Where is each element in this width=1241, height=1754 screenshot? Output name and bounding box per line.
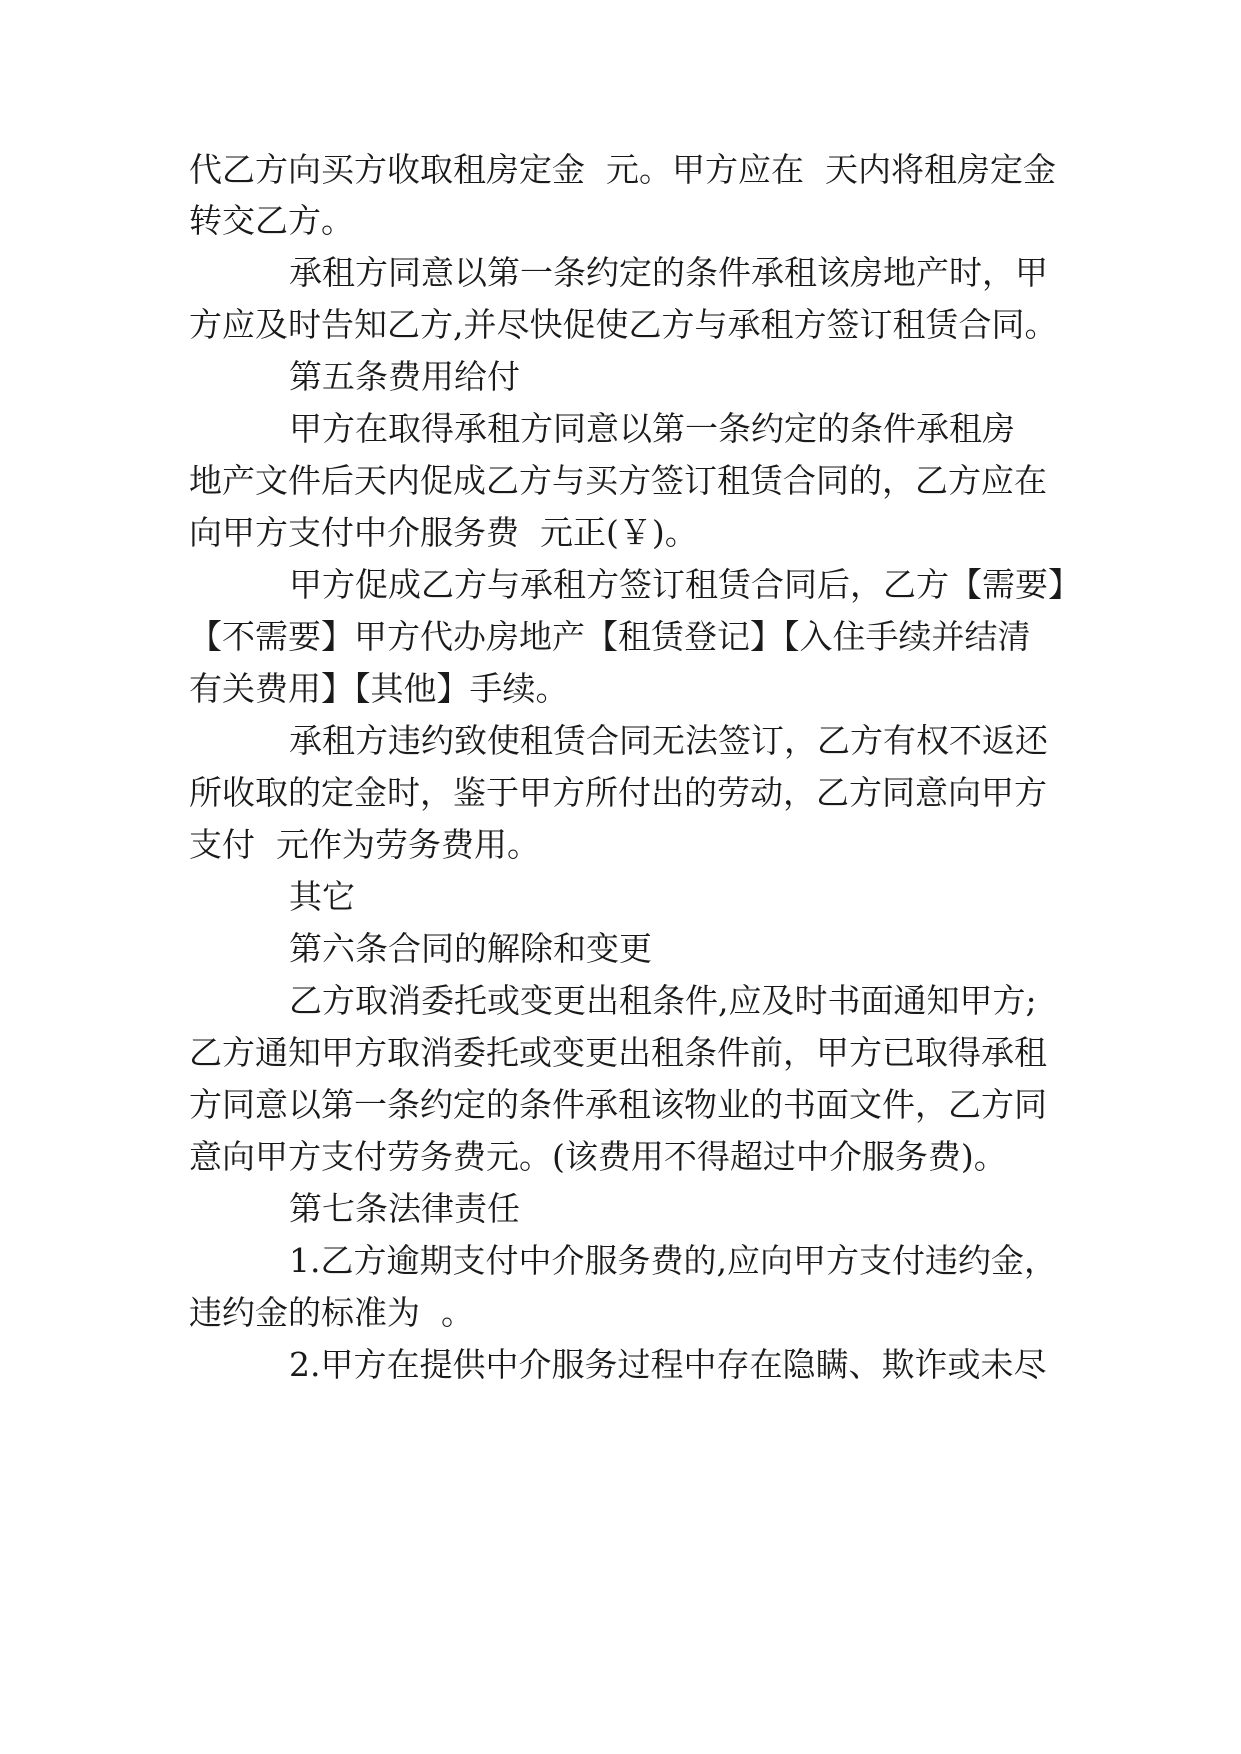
text-line: 甲方在取得承租方同意以第一条约定的条件承租房 — [289, 409, 1015, 448]
text-line: 违约金的标准为 。 — [189, 1293, 474, 1332]
text-line: 甲方促成乙方与承租方签订租赁合同后，乙方【需要】 — [289, 565, 1081, 604]
section-heading: 第五条费用给付 — [289, 357, 520, 396]
text-line: 向甲方支付中介服务费 元正(￥)。 — [189, 513, 698, 552]
section-heading: 第六条合同的解除和变更 — [289, 929, 652, 968]
text-line: 乙方取消委托或变更出租条件,应及时书面通知甲方; — [289, 981, 1037, 1020]
text-line: 【不需要】甲方代办房地产【租赁登记】【入住手续并结清 — [189, 617, 1031, 656]
text-line: 承租方同意以第一条约定的条件承租该房地产时，甲 — [289, 253, 1048, 292]
text-line: 2.甲方在提供中介服务过程中存在隐瞒、欺诈或未尽 — [289, 1345, 1047, 1384]
text-line: 支付 元作为劳务费用。 — [189, 825, 540, 864]
text-line: 转交乙方。 — [189, 201, 354, 240]
text-line: 地产文件后天内促成乙方与买方签订租赁合同的，乙方应在 — [189, 461, 1047, 500]
text-line: 所收取的定金时，鉴于甲方所付出的劳动，乙方同意向甲方 — [189, 773, 1047, 812]
text-line: 意向甲方支付劳务费元。(该费用不得超过中介服务费)。 — [189, 1137, 1007, 1176]
text-line: 方同意以第一条约定的条件承租该物业的书面文件，乙方同 — [189, 1085, 1047, 1124]
text-line: 乙方通知甲方取消委托或变更出租条件前，甲方已取得承租 — [189, 1033, 1047, 1072]
text-line: 方应及时告知乙方,并尽快促使乙方与承租方签订租赁合同。 — [189, 305, 1058, 344]
text-line: 有关费用】【其他】手续。 — [189, 669, 569, 708]
text-line: 1.乙方逾期支付中介服务费的,应向甲方支付违约金， — [289, 1241, 1057, 1280]
section-heading: 第七条法律责任 — [289, 1189, 520, 1228]
text-line: 其它 — [289, 877, 355, 916]
text-line: 承租方违约致使租赁合同无法签订，乙方有权不返还 — [289, 721, 1048, 760]
text-line: 代乙方向买方收取租房定金 元。甲方应在 天内将租房定金 — [189, 150, 1056, 189]
